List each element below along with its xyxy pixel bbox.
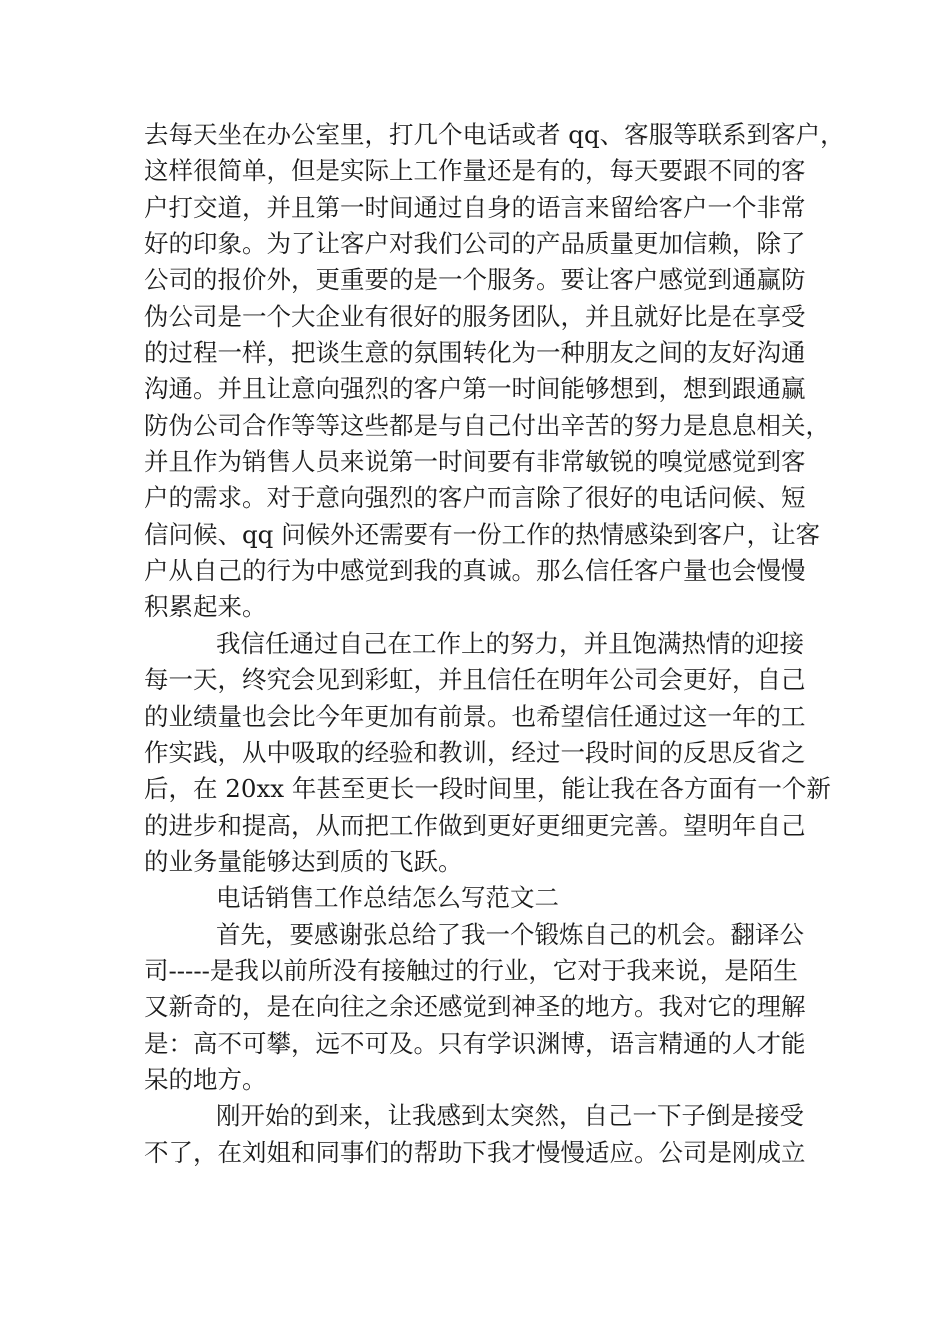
- text-line: 户打交道，并且第一时间通过自身的语言来留给客户一个非常: [144, 192, 806, 222]
- text-line: 好的印象。为了让客户对我们公司的产品质量更加信赖，除了: [144, 229, 806, 259]
- text-line: 的业务量能够达到质的飞跃。: [144, 846, 463, 876]
- text-line: 户从自己的行为中感觉到我的真诚。那么信任客户量也会慢慢: [144, 556, 806, 586]
- text-line: 是：高不可攀，远不可及。只有学识渊博，语言精通的人才能: [144, 1028, 806, 1058]
- text-line: 后，在 20xx 年甚至更长一段时间里，能让我在各方面有一个新: [144, 774, 831, 804]
- text-line: 的过程一样，把谈生意的氛围转化为一种朋友之间的友好沟通: [144, 338, 806, 368]
- text-line: 作实践，从中吸取的经验和教训，经过一段时间的反思反省之: [144, 737, 806, 767]
- paragraph-start-line: 首先，要感谢张总给了我一个锻炼自己的机会。翻译公: [216, 919, 804, 949]
- text-line: 公司的报价外，更重要的是一个服务。要让客户感觉到通赢防: [144, 265, 806, 295]
- text-line: 并且作为销售人员来说第一时间要有非常敏锐的嗅觉感觉到客: [144, 447, 806, 477]
- text-line: 沟通。并且让意向强烈的客户第一时间能够想到，想到跟通赢: [144, 374, 806, 404]
- text-line: 信问候、qq 问候外还需要有一份工作的热情感染到客户，让客: [144, 519, 821, 549]
- text-line: 这样很简单，但是实际上工作量还是有的，每天要跟不同的客: [144, 156, 806, 186]
- text-line: 户的需求。对于意向强烈的客户而言除了很好的电话问候、短: [144, 483, 806, 513]
- text-line: 不了，在刘姐和同事们的帮助下我才慢慢适应。公司是刚成立: [144, 1137, 806, 1167]
- paragraph-start-line: 刚开始的到来，让我感到太突然，自己一下子倒是接受: [216, 1101, 804, 1131]
- text-line: 的业绩量也会比今年更加有前景。也希望信任通过这一年的工: [144, 701, 806, 731]
- text-line: 伪公司是一个大企业有很好的服务团队，并且就好比是在享受: [144, 301, 806, 331]
- text-line: 又新奇的，是在向往之余还感觉到神圣的地方。我对它的理解: [144, 992, 806, 1022]
- text-line: 呆的地方。: [144, 1064, 267, 1094]
- paragraph-start-line: 我信任通过自己在工作上的努力，并且饱满热情的迎接: [216, 628, 804, 658]
- section-heading: 电话销售工作总结怎么写范文二: [216, 883, 559, 913]
- text-line: 司-----是我以前所没有接触过的行业，它对于我来说，是陌生: [144, 955, 798, 985]
- document-body: [144, 117, 845, 1171]
- text-line: 积累起来。: [144, 592, 267, 622]
- text-line: 防伪公司合作等等这些都是与自己付出辛苦的努力是息息相关，: [144, 410, 830, 440]
- text-line: 每一天，终究会见到彩虹，并且信任在明年公司会更好，自己: [144, 665, 806, 695]
- text-line: 去每天坐在办公室里，打几个电话或者 qq、客服等联系到客户，: [144, 120, 845, 149]
- text-line: 的进步和提高，从而把工作做到更好更细更完善。望明年自己: [144, 810, 806, 840]
